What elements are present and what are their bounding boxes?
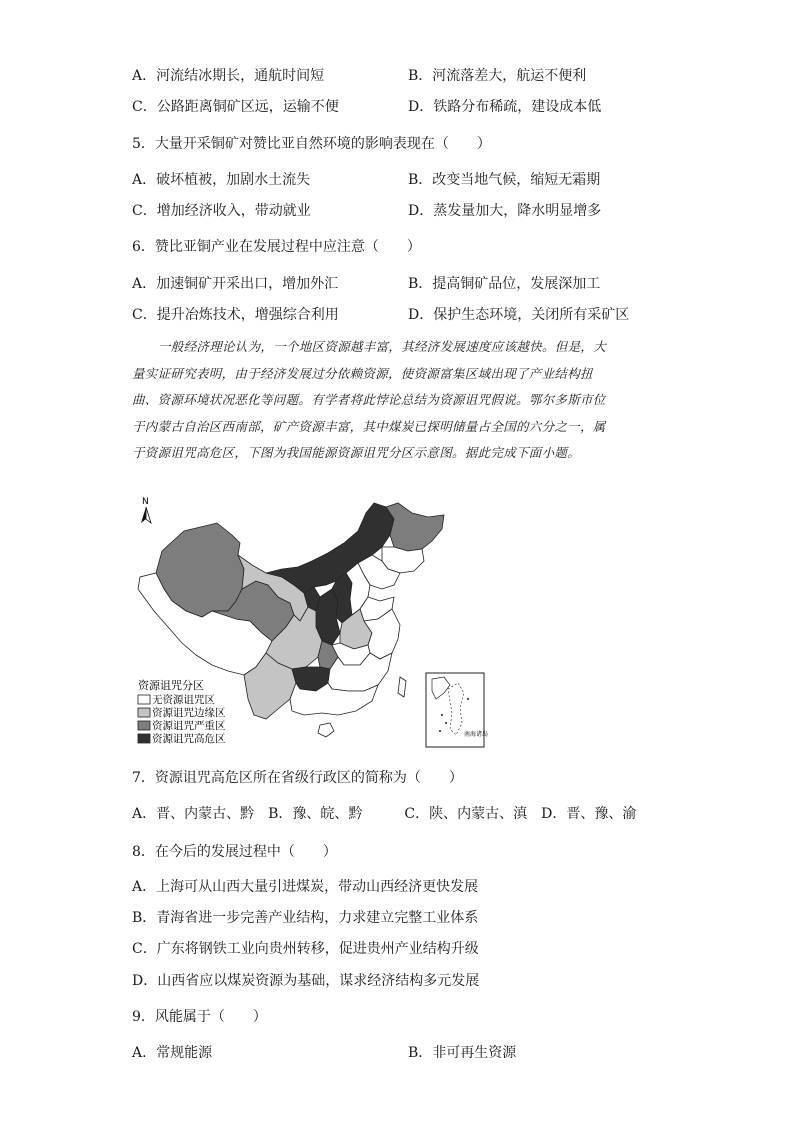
q8-option-b: B．青海省进一步完善产业结构，力求建立完整工业体系 [132, 910, 479, 926]
passage-line-2: 量实证研究表明，由于经济发展过分依赖资源，使资源富集区域出现了产业结构扭 [132, 365, 593, 381]
passage-line-4: 于内蒙古自治区西南部，矿产资源丰富，其中煤炭已探明储量占全国的六分之一，属 [132, 418, 606, 434]
q7-stem: 7．资源诅咒高危区所在省级行政区的简称为（ ） [132, 770, 463, 786]
china-map-svg [132, 493, 494, 753]
legend-label-edge: 资源诅咒边缘区 [152, 707, 226, 719]
legend-title: 资源诅咒分区 [138, 679, 204, 692]
inset-label: 南海诸岛 [464, 731, 489, 738]
reading-passage [132, 334, 662, 467]
q8-option-c: C．广东将钢铁工业向贵州转移，促进贵州产业结构升级 [132, 941, 479, 957]
q6-stem: 6．赞比亚铜产业在发展过程中应注意（ ） [132, 239, 421, 255]
q4-option-b: B．河流落差大，航运不便利 [408, 68, 587, 84]
passage-line-3: 曲、资源环境状况恶化等问题。有学者将此悖论总结为资源诅咒假说。鄂尔多斯市位 [132, 392, 606, 407]
legend-swatch-edge [138, 708, 150, 717]
q6-option-c: C．提升冶炼技术，增强综合利用 [132, 307, 339, 323]
q8-option-d: D．山西省应以煤炭资源为基础，谋求经济结构多元发展 [132, 973, 480, 989]
north-arrow-icon [141, 497, 151, 523]
q6-option-a: A．加速铜矿开采出口，增加外汇 [132, 276, 339, 292]
q5-option-d: D．蒸发量加大，降水明显增多 [408, 203, 602, 219]
map-legend [138, 678, 226, 745]
passage-line-1: 一般经济理论认为，一个地区资源越丰富，其经济发展速度应该越快。但是，大 [158, 339, 607, 354]
q5-option-b: B．改变当地气候，缩短无霜期 [408, 172, 601, 188]
legend-swatch-severe [138, 721, 150, 730]
q4-option-c: C．公路距离铜矿区远，运输不便 [132, 99, 339, 115]
q8-option-a: A．上海可从山西大量引进煤炭，带动山西经济更快发展 [132, 879, 479, 895]
q9-stem: 9．风能属于（ ） [132, 1009, 267, 1025]
south-china-sea-inset [426, 673, 488, 747]
passage-line-5: 于资源诅咒高危区，下图为我国能源资源诅咒分区示意图。据此完成下面小题。 [132, 445, 581, 460]
q7-options: A．晋、内蒙古、黔 B．豫、皖、黔 C．陕、内蒙古、滇 D．晋、豫、渝 [132, 806, 637, 822]
q4-option-d: D．铁路分布稀疏，建设成本低 [408, 99, 602, 115]
legend-label-high: 资源诅咒高危区 [152, 733, 226, 745]
legend-label-severe: 资源诅咒严重区 [152, 720, 226, 732]
q5-option-a: A．破坏植被，加剧水土流失 [132, 172, 311, 188]
region-hainan [318, 723, 334, 737]
q9-option-b: B．非可再生资源 [408, 1045, 517, 1061]
north-label: N [142, 497, 149, 507]
q9-option-a: A．常规能源 [132, 1045, 213, 1061]
resource-curse-map [132, 493, 494, 753]
q5-option-c: C．增加经济收入，带动就业 [132, 203, 311, 219]
q6-option-d: D．保护生态环境，关闭所有采矿区 [408, 307, 630, 323]
q8-stem: 8．在今后的发展过程中（ ） [132, 844, 337, 860]
legend-label-none: 无资源诅咒区 [152, 694, 215, 706]
region-taiwan [398, 677, 406, 697]
region-heilongjiang [386, 503, 444, 551]
q4-option-a: A．河流结冰期长，通航时间短 [132, 68, 325, 84]
legend-swatch-none [138, 695, 150, 704]
legend-swatch-high [138, 734, 150, 743]
q6-option-b: B．提高铜矿品位，发展深加工 [408, 276, 601, 292]
q5-stem: 5．大量开采铜矿对赞比亚自然环境的影响表现在（ ） [132, 136, 491, 152]
